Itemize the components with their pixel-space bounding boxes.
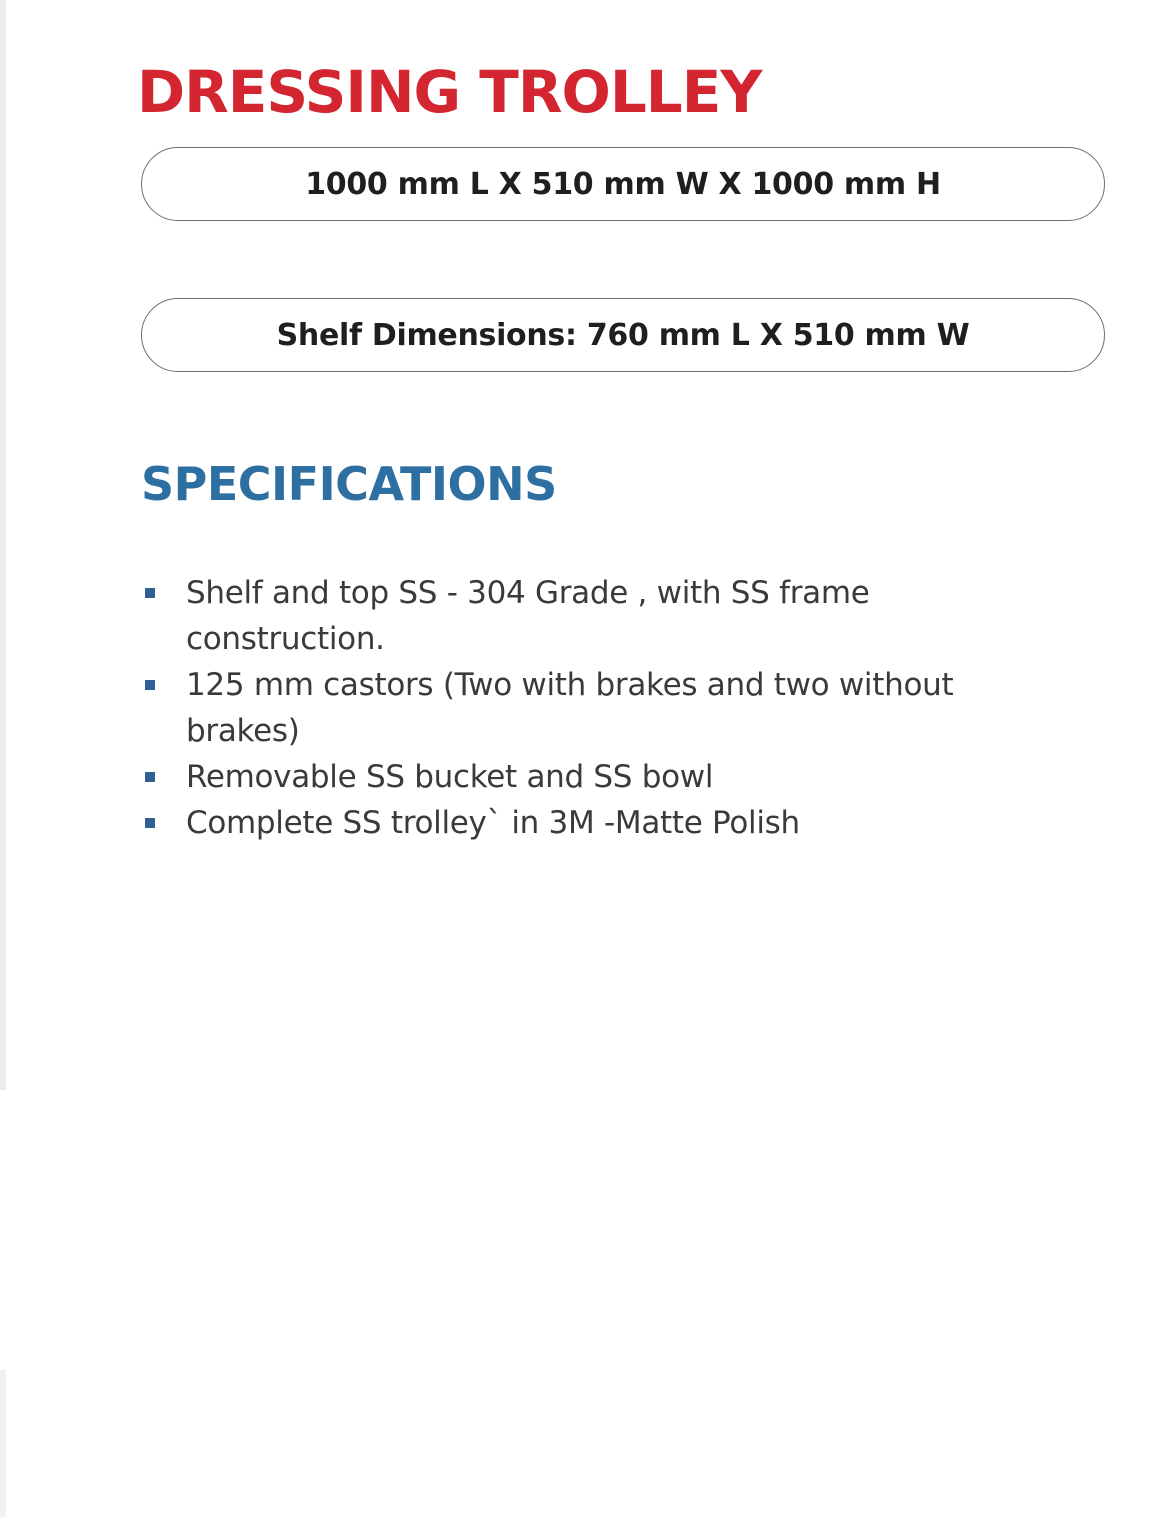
- square-bullet-icon: [145, 772, 155, 782]
- square-bullet-icon: [145, 818, 155, 828]
- specifications-heading: SPECIFICATIONS: [141, 457, 557, 511]
- square-bullet-icon: [145, 588, 155, 598]
- product-title: DRESSING TROLLEY: [137, 58, 762, 126]
- spec-item: [141, 754, 1041, 800]
- shelf-dimensions-text: Shelf Dimensions: 760 mm L X 510 mm W: [276, 317, 970, 353]
- spec-item: [141, 570, 1041, 662]
- spec-item-text: Complete SS trolley` in 3M -Matte Polish: [186, 805, 800, 841]
- specifications-list: [141, 570, 1041, 846]
- overall-dimensions-text: 1000 mm L X 510 mm W X 1000 mm H: [305, 166, 941, 202]
- left-edge-strip-bottom: [0, 1370, 6, 1517]
- spec-item: [141, 800, 1041, 846]
- spec-item-text: Removable SS bucket and SS bowl: [186, 759, 714, 795]
- overall-dimensions-pill: [141, 147, 1105, 221]
- spec-item: [141, 662, 1041, 754]
- shelf-dimensions-pill: [141, 298, 1105, 372]
- square-bullet-icon: [145, 680, 155, 690]
- spec-item-text: Shelf and top SS - 304 Grade , with SS frame construction.: [186, 575, 870, 657]
- spec-item-text: 125 mm castors (Two with brakes and two without brakes): [186, 667, 954, 749]
- left-edge-strip: [0, 0, 6, 1090]
